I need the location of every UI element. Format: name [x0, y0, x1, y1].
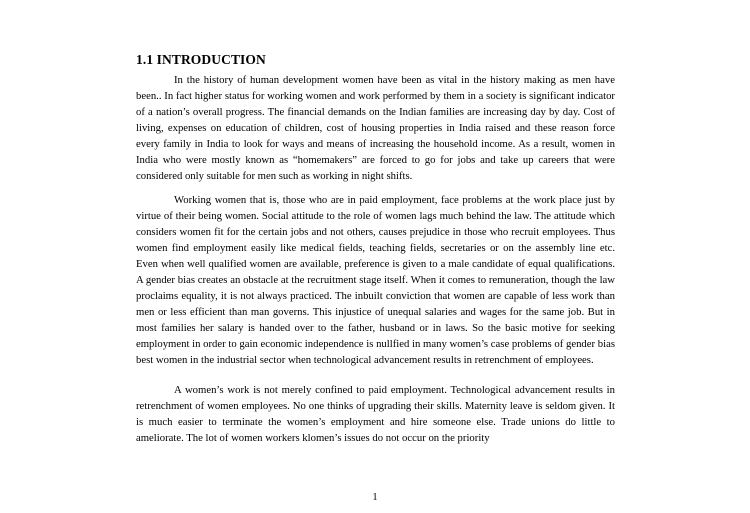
paragraph-3: A women’s work is not merely confined to paid employment. Technological advancement results in retrenchment of women employees. No one thinks of upgrading their skills. Maternity leave is seldom given. It is much easier to terminate the women’s employment and hire someone else. Trade unions do little to ameliorate. The lot of women workers klomen’s issues do not occur on the priority — [136, 384, 615, 445]
paragraph-2: Working women that is, those who are in paid employment, face problems at the work place just by virtue of their being women. Social attitude to the role of women lags much behind the law. The attitude which considers women fit for the certain jobs and not others, causes prejudice in those who recruit employees. Thus women find employment easily like medical fields, teaching fields, secretaries or on the assembly line etc. Even when well qualified women are available, preference is given to a male candidate of equal qualifications. A gender bias creates an obstacle at the recruitment stage itself. When it comes to remuneration, though the law proclaims equality, it is not always practiced. The inbuilt conviction that women are capable of less work than men or less efficient than man governs. This injustice of unequal salaries and wages for the same job. But in most families her salary is handed over to the father, husband or in laws. So the basic motive for seeking employment in order to gain economic independence is nullfied in many women’s case problems of gender bias best women in the industrial sector when technological advancement results in retrenchment of employees. — [136, 194, 615, 367]
paragraph-1: In the history of human development women have been as vital in the history making as men have been.. In fact higher status for working women and work performed by them in a society is significant indicator of a nation’s overall progress. The financial demands on the Indian families are increasing day by day. Cost of living, expenses on education of children, cost of housing properties in India raised and these reason force every family in India to look for ways and means of increasing the household income. As a result, women in India who were mostly known as “homemakers” are forced to go for jobs and take up careers that were considered only suitable for men such as working in night shifts. — [136, 74, 615, 183]
page-number: 1 — [372, 492, 378, 503]
section-heading: 1.1 INTRODUCTION — [136, 52, 266, 67]
